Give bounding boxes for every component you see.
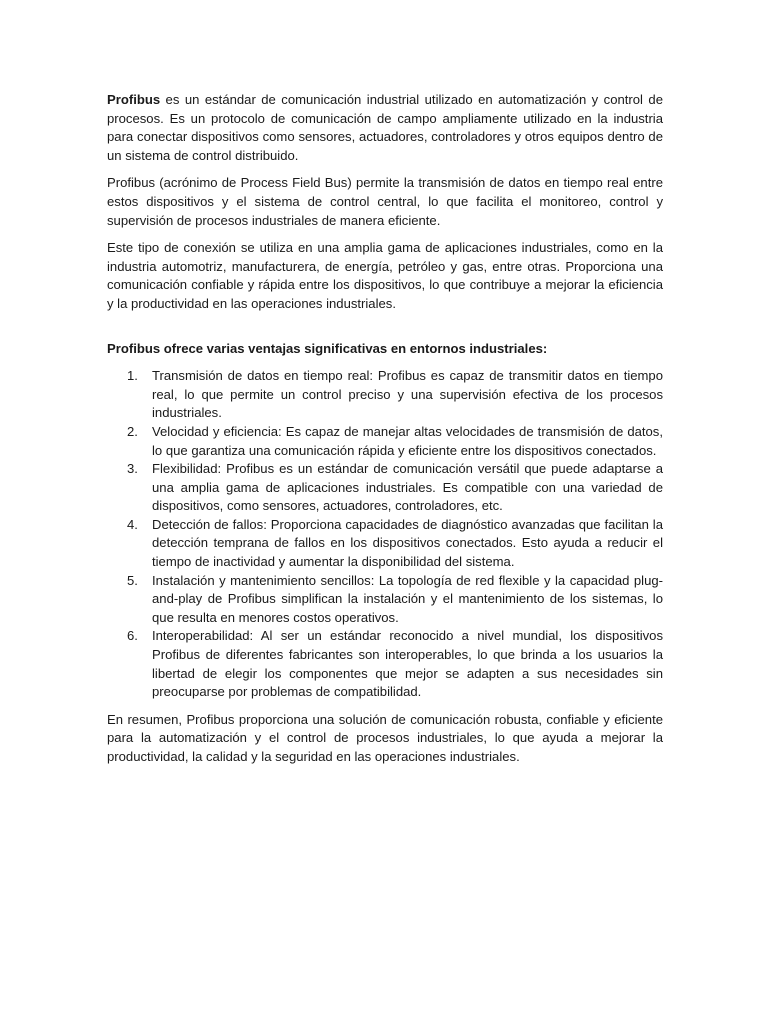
list-item-text: Interoperabilidad: Al ser un estándar reconocido a nivel mundial, los dispositivos Profibus de diferentes fabricantes son interoperables, lo que brinda a los usuarios la libertad de elegir los componentes que mejor se adapten a sus necesidades sin preocuparse por problemas de compatibilidad. bbox=[152, 628, 663, 700]
summary-paragraph: En resumen, Profibus proporciona una solución de comunicación robusta, confiable y eficiente para la automatización y el control de procesos industriales, lo que ayuda a mejorar la productividad, la calidad y la seguridad en las operaciones industriales. bbox=[107, 711, 663, 764]
document-page bbox=[107, 91, 663, 776]
paragraph-definition: Profibus (acrónimo de Process Field Bus) permite la transmisión de datos en tiempo real entre estos dispositivos y el sistema de control central, lo que facilita el monitoreo, control y supervisión de procesos industriales de manera eficiente. bbox=[107, 175, 663, 228]
list-item-text: Instalación y mantenimiento sencillos: La topología de red flexible y la capacidad plug-and-play de Profibus simplifican la instalación y el mantenimiento de los sistemas, lo que resulta en menores costos operativos. bbox=[152, 572, 663, 625]
list-item-number: 1. bbox=[127, 368, 138, 384]
list-item-text: Transmisión de datos en tiempo real: Profibus es capaz de transmitir datos en tiempo real, lo que permite un control preciso y una supervisión efectiva de los procesos industriales. bbox=[152, 368, 663, 421]
list-item-number: 5. bbox=[127, 572, 138, 588]
list-item-number: 6. bbox=[127, 628, 138, 644]
list-item bbox=[107, 460, 663, 516]
intro-paragraph bbox=[107, 91, 663, 165]
list-item bbox=[107, 516, 663, 572]
paragraph-applications: Este tipo de conexión se utiliza en una amplia gama de aplicaciones industriales, como en la industria automotriz, manufacturera, de energía, petróleo y gas, entre otras. Proporciona una comunicación confiable y rápida entre los dispositivos, lo que contribuye a mejorar la eficiencia y la productividad en las operaciones industriales. bbox=[107, 240, 663, 311]
advantages-heading: Profibus ofrece varias ventajas significativas en entornos industriales: bbox=[107, 340, 548, 356]
intro-lead-term: Profibus bbox=[107, 92, 161, 107]
list-item-text: Velocidad y eficiencia: Es capaz de manejar altas velocidades de transmisión de datos, lo que garantiza una comunicación rápida y eficiente entre los dispositivos conectados. bbox=[152, 423, 663, 458]
intro-text: es un estándar de comunicación industrial utilizado en automatización y control de procesos. Es un protocolo de comunicación de campo ampliamente utilizado en la industria para conectar dispositivos como sensores, actuadores, controladores y otros equipos dentro de un sistema de control distribuido. bbox=[107, 92, 663, 163]
list-item-number: 4. bbox=[127, 516, 138, 532]
list-item bbox=[107, 367, 663, 423]
list-item-text: Flexibilidad: Profibus es un estándar de comunicación versátil que puede adaptarse a una amplia gama de aplicaciones industriales. Es compatible con una variedad de dispositivos, como sensores, actuadores, controladores, etc. bbox=[152, 461, 663, 514]
list-item bbox=[107, 627, 663, 701]
list-item bbox=[107, 572, 663, 628]
list-item-number: 2. bbox=[127, 423, 138, 439]
list-item-number: 3. bbox=[127, 461, 138, 477]
list-item bbox=[107, 423, 663, 460]
advantages-list bbox=[107, 367, 663, 702]
list-item-text: Detección de fallos: Proporciona capacidades de diagnóstico avanzadas que facilitan la detección temprana de fallos en los dispositivos conectados. Esto ayuda a reducir el tiempo de inactividad y aumentar la disponibilidad del sistema. bbox=[152, 516, 663, 570]
